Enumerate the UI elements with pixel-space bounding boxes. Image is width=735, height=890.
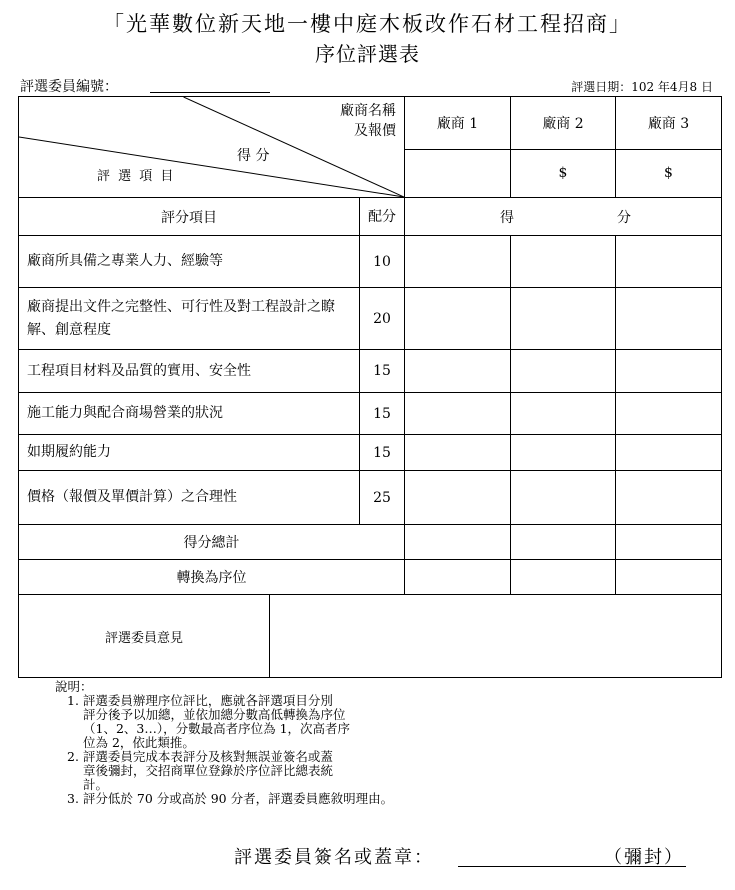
score-cell-v3[interactable] [616, 288, 722, 350]
rank-cell-v3[interactable] [616, 560, 722, 595]
signature-field[interactable] [458, 866, 608, 867]
row-weight: 15 [360, 435, 405, 471]
note-line: 章後彌封，交招商單位登錄於序位評比總表統 [83, 763, 334, 778]
score-cell-v2[interactable] [511, 236, 616, 288]
row-weight: 20 [360, 288, 405, 350]
row-weight: 15 [360, 350, 405, 393]
table-row [19, 435, 722, 471]
score-header-left: 得 [500, 209, 514, 226]
opinion-field[interactable] [270, 595, 721, 677]
score-cell-v1[interactable] [405, 393, 511, 435]
score-cell-v1[interactable] [405, 236, 511, 288]
seal-underline [600, 866, 686, 867]
vendor-3-header: 廠商 3 [616, 97, 722, 150]
vendor-1-header: 廠商 1 [405, 97, 511, 150]
row-item: 如期履約能力 [19, 435, 360, 471]
row-weight: 10 [360, 236, 405, 288]
notes-section [55, 680, 393, 806]
total-cell-v3[interactable] [616, 525, 722, 560]
rank-cell-v2[interactable] [511, 560, 616, 595]
table-row [19, 288, 722, 350]
row-item: 施工能力與配合商場營業的狀況 [19, 393, 360, 435]
row-item: 廠商提出文件之完整性、可行性及對工程設計之瞭解、創意程度 [19, 288, 360, 350]
table-row [19, 393, 722, 435]
table-row [19, 350, 722, 393]
score-header-right: 分 [617, 209, 631, 226]
total-score-label: 得分總計 [19, 525, 405, 560]
score-cell-v1[interactable] [405, 288, 511, 350]
score-cell-v3[interactable] [616, 393, 722, 435]
rank-label: 轉換為序位 [19, 560, 405, 595]
diagonal-header-cell [19, 97, 405, 198]
vendor-2-price[interactable]: $ [511, 149, 616, 197]
vendor-name-label: 廠商名稱 [340, 103, 396, 119]
score-cell-v2[interactable] [511, 435, 616, 471]
weight-column-header: 配分 [360, 198, 405, 236]
notes-heading: 說明： [55, 679, 93, 694]
row-weight: 15 [360, 393, 405, 435]
eval-item-diag-label: 評 選 項 目 [97, 169, 176, 184]
score-cell-v3[interactable] [616, 435, 722, 471]
eval-date: 評選日期：102 年4月8 日 [571, 80, 713, 94]
rank-cell-v1[interactable] [405, 560, 511, 595]
total-cell-v1[interactable] [405, 525, 511, 560]
row-item: 價格（報價及單價計算）之合理性 [19, 471, 360, 525]
row-item: 工程項目材料及品質的實用、安全性 [19, 350, 360, 393]
seal-label: （彌封） [604, 847, 684, 868]
score-cell-v2[interactable] [511, 288, 616, 350]
note-line: 計。 [83, 777, 109, 792]
quote-label: 及報價 [354, 123, 396, 139]
document-subtitle: 序位評選表 [315, 42, 420, 66]
score-column-header [405, 198, 722, 236]
table-row [19, 471, 722, 525]
note-line: 位為 2，依此類推。 [83, 735, 195, 750]
score-cell-v3[interactable] [616, 350, 722, 393]
vendor-2-header: 廠商 2 [511, 97, 616, 150]
total-cell-v2[interactable] [511, 525, 616, 560]
score-cell-v3[interactable] [616, 236, 722, 288]
opinion-row [19, 595, 722, 678]
note-line: （1、2、3…），分數最高者序位為 1，次高者序 [83, 721, 351, 736]
score-cell-v2[interactable] [511, 393, 616, 435]
vendor-1-price[interactable] [405, 149, 511, 197]
evaluator-no-field[interactable] [150, 92, 270, 93]
row-weight: 25 [360, 471, 405, 525]
score-table [18, 96, 722, 678]
score-cell-v3[interactable] [616, 471, 722, 525]
table-row [19, 236, 722, 288]
score-cell-v1[interactable] [405, 471, 511, 525]
score-cell-v1[interactable] [405, 435, 511, 471]
note-line: 1. 評選委員辦理序位評比，應就各評選項目分別 [67, 693, 333, 708]
score-cell-v1[interactable] [405, 350, 511, 393]
note-line: 2. 評選委員完成本表評分及核對無誤並簽名或蓋 [67, 749, 333, 764]
note-line: 3. 評分低於 70 分或高於 90 分者，評選委員應敘明理由。 [67, 791, 394, 806]
score-cell-v2[interactable] [511, 471, 616, 525]
score-diag-label: 得 分 [237, 148, 270, 164]
row-item: 廠商所具備之專業人力、經驗等 [19, 236, 360, 288]
signature-label: 評選委員簽名或蓋章： [234, 847, 434, 868]
item-column-header: 評分項目 [19, 198, 360, 236]
score-cell-v2[interactable] [511, 350, 616, 393]
document-title: 「光華數位新天地一樓中庭木板改作石材工程招商」 [103, 12, 632, 36]
opinion-label: 評選委員意見 [19, 595, 270, 677]
evaluator-no-label: 評選委員編號： [20, 79, 118, 95]
note-line: 評分後予以加總，並依加總分數高低轉換為序位 [83, 707, 346, 722]
vendor-3-price[interactable]: $ [616, 149, 722, 197]
